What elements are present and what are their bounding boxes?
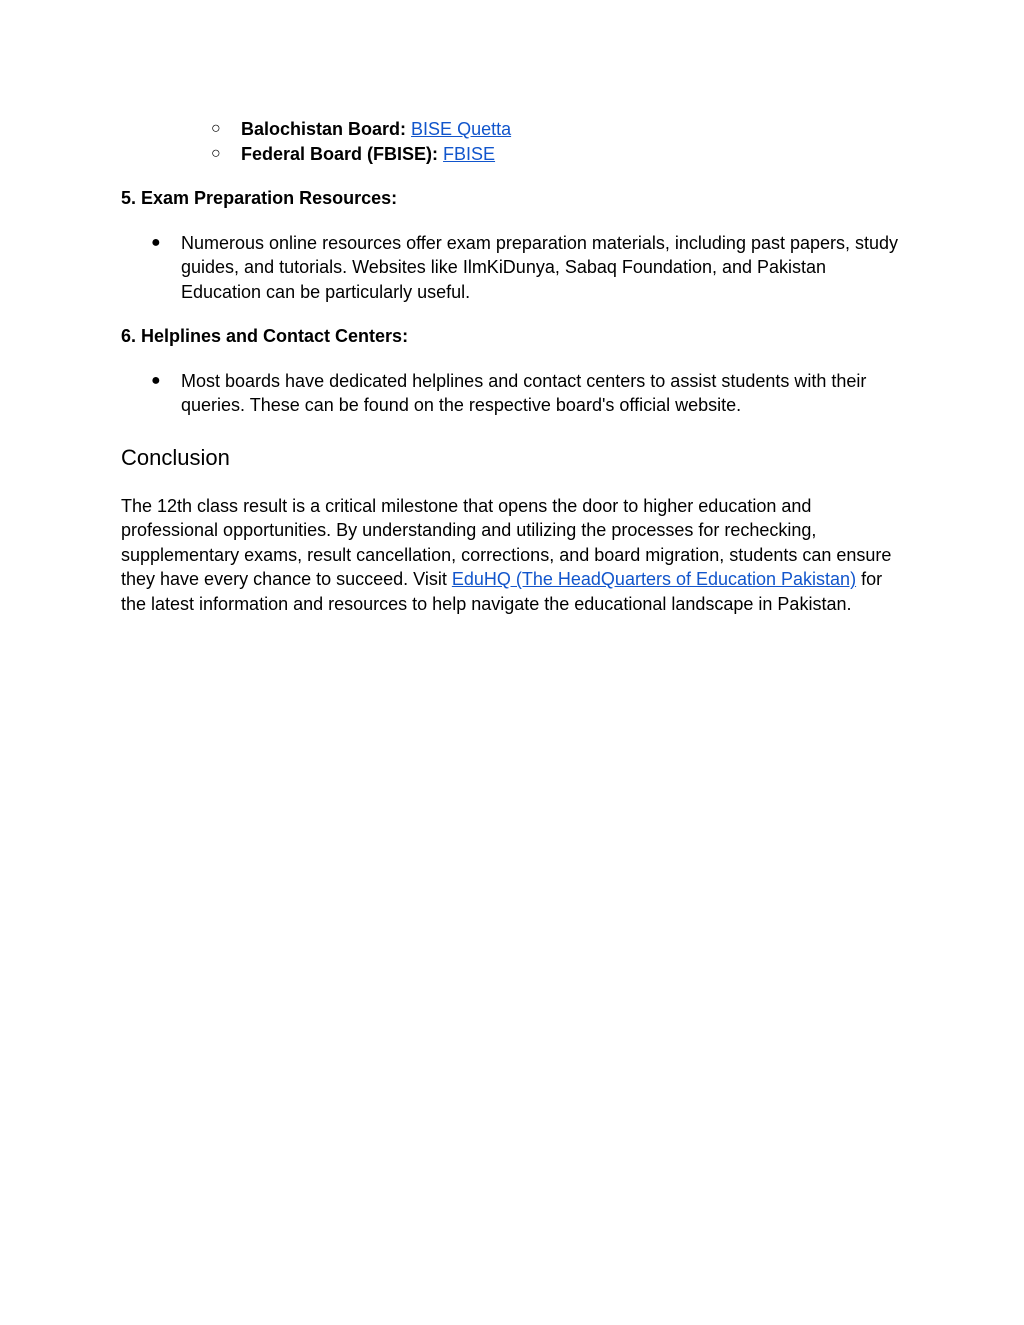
- board-links-list: [121, 117, 911, 166]
- list-item-text: Numerous online resources offer exam preparation materials, including past papers, study guides, and tutorials. Websites like IlmKiDunya, Sabaq Foundation, and Pakistan Education can be particularly useful.: [181, 232, 899, 302]
- conclusion-text-before: The 12th class result is a critical milestone that opens the door to higher education and professional opportunities. By understanding and utilizing the processes for rechecking, supplementary exams, result cancellation, corrections, and board migration, students can ensure they have every chance to succeed. Visit: [121, 495, 892, 589]
- bullet-icon: ●: [151, 371, 161, 389]
- conclusion-heading: Conclusion: [121, 444, 230, 470]
- circle-bullet-icon: ○: [211, 120, 221, 137]
- helplines-list: [121, 369, 911, 418]
- bise-quetta-link[interactable]: BISE Quetta: [411, 119, 512, 139]
- list-item: [151, 369, 911, 418]
- fbise-link[interactable]: FBISE: [443, 143, 496, 164]
- bullet-icon: ●: [151, 233, 161, 251]
- board-label: Federal Board (FBISE):: [241, 143, 439, 164]
- conclusion-text-after: for the latest information and resources to help navigate the educational landscape in Pakistan.: [121, 569, 883, 614]
- list-item: [151, 231, 911, 305]
- page-content: [121, 117, 911, 616]
- exam-preparation-list: [121, 231, 911, 305]
- circle-bullet-icon: ○: [211, 144, 221, 162]
- list-item: [211, 142, 911, 167]
- section-heading-helplines: 6. Helplines and Contact Centers:: [121, 326, 409, 346]
- conclusion-paragraph: [121, 494, 911, 617]
- list-item-text: Most boards have dedicated helplines and contact centers to assist students with their queries. These can be found on the respective board's official website.: [181, 370, 867, 415]
- list-item: [211, 117, 911, 142]
- board-label: Balochistan Board:: [241, 119, 407, 139]
- section-heading-exam-preparation: 5. Exam Preparation Resources:: [121, 188, 398, 208]
- eduhq-link[interactable]: EduHQ (The HeadQuarters of Education Pakistan): [451, 569, 857, 589]
